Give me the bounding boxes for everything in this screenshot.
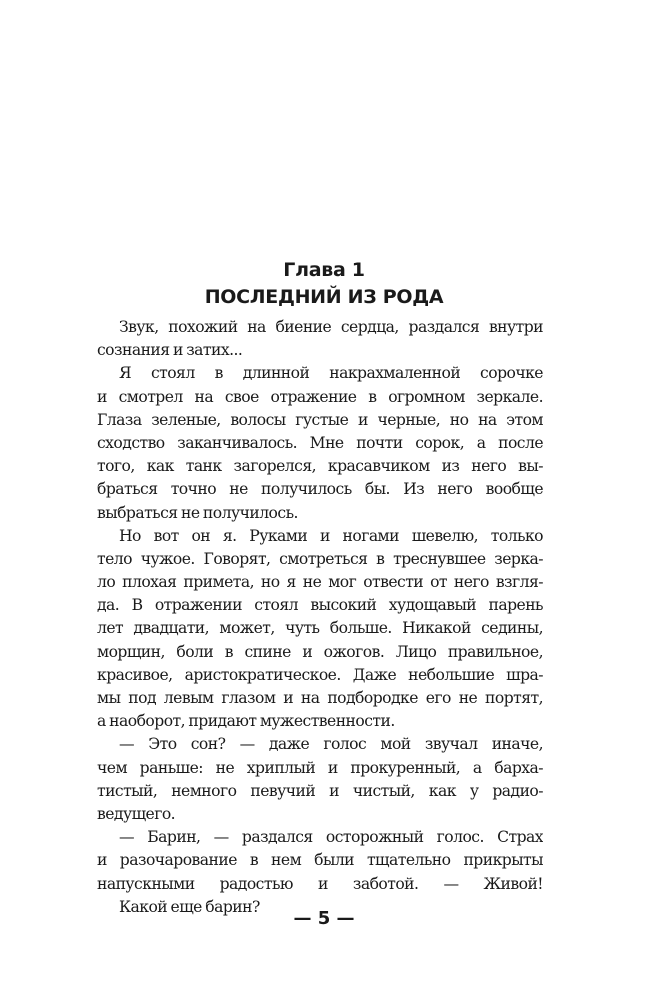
text-line: — Это сон? — даже голос мой звучал иначе, (119, 735, 543, 754)
text-line: мы под левым глазом и на подбородке его не портят, (97, 689, 543, 707)
text-line: морщин, боли в спине и ожогов. Лицо правильное, (97, 642, 543, 661)
text-line: — Барин, — раздался осторожный голос. Страх (119, 828, 543, 847)
text-line: сознания и затих... (97, 341, 243, 360)
text-line: ло плохая примета, но я не мог отвести от него взгля- (97, 573, 543, 592)
text-line: Но вот он я. Руками и ногами шевелю, только (119, 526, 543, 545)
text-line: Звук, похожий на биение сердца, раздался внутри (119, 318, 543, 336)
text-line: напускными радостью и заботой. — Живой! (97, 874, 543, 893)
text-line: и разочарование в нем были тщательно прикрыты (97, 851, 543, 870)
text-line: красивое, аристократическое. Даже небольшие шра- (97, 665, 543, 684)
text-line: того, как танк загорелся, красавчиком из него вы- (97, 457, 543, 476)
page-number: — 5 — (293, 908, 355, 929)
text-line: а наоборот, придают мужественности. (97, 712, 395, 731)
text-line: сходство заканчивалось. Мне почти сорок, а после (97, 433, 543, 452)
text-line: и смотрел на свое отражение в огромном зеркале. (97, 387, 543, 406)
chapter-number: Глава 1 (283, 259, 365, 281)
text-line: ведущего. (97, 804, 176, 823)
text-line: Я стоял в длинной накрахмаленной сорочке (119, 364, 543, 383)
text-line: тело чужое. Говорят, смотреться в треснувшее зерка- (97, 549, 543, 568)
text-line: чем раньше: не хриплый и прокуренный, а барха- (97, 758, 543, 777)
text-line: браться точно не получилось бы. Из него вообще (97, 480, 543, 499)
text-line: да. В отражении стоял высокий худощавый парень (97, 596, 543, 615)
text-line: выбраться не получилось. (97, 503, 298, 522)
text-line: лет двадцати, может, чуть больше. Никакой седины, (97, 619, 543, 638)
body-text (97, 316, 543, 919)
text-line: Глаза зеленые, волосы густые и черные, но на этом (97, 410, 543, 429)
text-line: Какой еще барин? (119, 897, 260, 916)
text-line: тистый, немного певучий и чистый, как у радио- (97, 781, 543, 800)
chapter-title: ПОСЛЕДНИЙ ИЗ РОДА (204, 286, 444, 308)
